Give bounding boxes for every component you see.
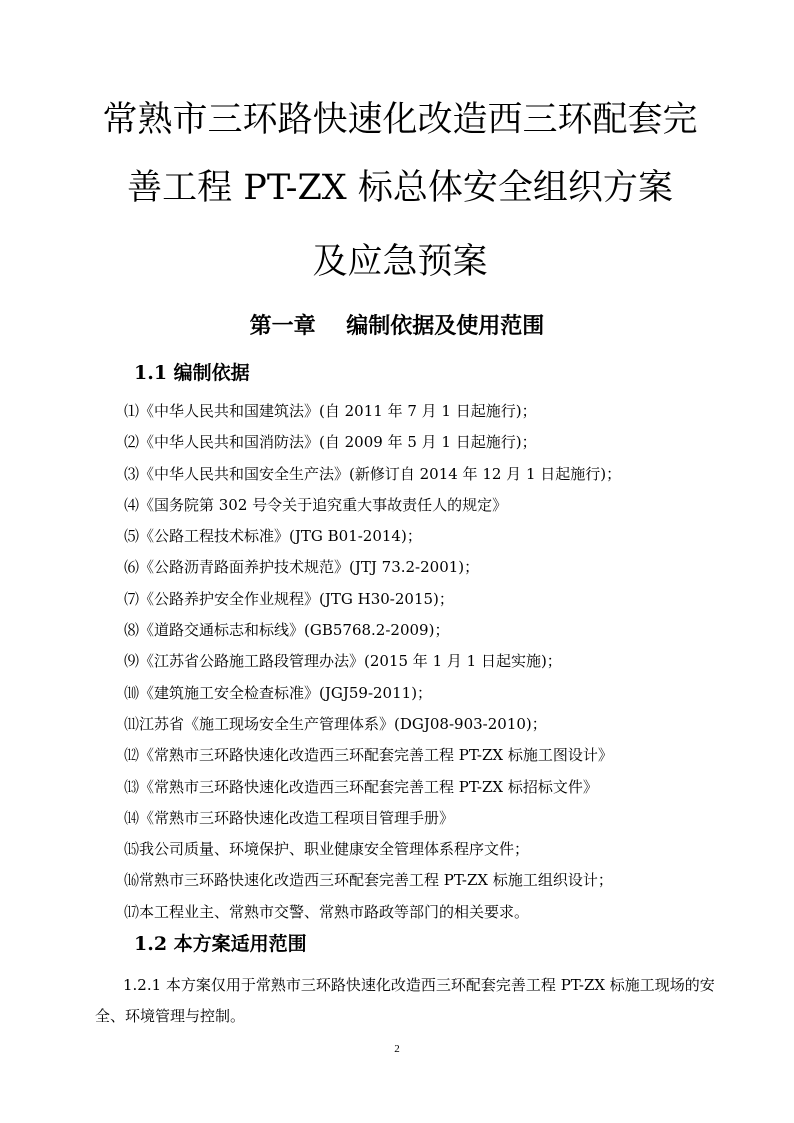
reference-item: ⑻《道路交通标志和标线》(GB5768.2-2009)； xyxy=(124,621,450,640)
document-title-line-1: 常熟市三环路快速化改造西三环配套完 xyxy=(102,100,698,140)
reference-item: ⑺《公路养护安全作业规程》(JTG H30-2015)； xyxy=(124,589,454,608)
reference-item: ⑾江苏省《施工现场安全生产管理体系》(DGJ08-903-2010)； xyxy=(124,714,547,733)
page-number: 2 xyxy=(394,1043,400,1055)
reference-item: ⑸《公路工程技术标准》(JTG B01-2014)； xyxy=(124,527,422,546)
section-heading-1-2: 1.2 本方案适用范围 xyxy=(134,933,307,955)
section-heading-1-1: 1.1 编制依据 xyxy=(134,362,250,384)
reference-item: ⒁《常熟市三环路快速化改造工程项目管理手册》 xyxy=(124,808,455,827)
reference-item: ⑵《中华人民共和国消防法》(自 2009 年 5 月 1 日起施行)； xyxy=(124,433,537,452)
document-title-line-2: 善工程 PT-ZX 标总体安全组织方案 xyxy=(127,168,673,208)
reference-item: ⑽《建筑施工安全检查标准》(JGJ59-2011)； xyxy=(124,683,433,702)
reference-list xyxy=(124,398,621,930)
reference-item: ⑴《中华人民共和国建筑法》(自 2011 年 7 月 1 日起施行)； xyxy=(124,402,537,420)
reference-item: ⑷《国务院第 302 号令关于追究重大事故责任人的规定》 xyxy=(124,495,508,514)
reference-item: ⑹《公路沥青路面养护技术规范》(JTJ 73.2-2001)； xyxy=(124,558,480,577)
reference-item: ⒄本工程业主、常熟市交警、常熟市路政等部门的相关要求。 xyxy=(124,902,530,921)
scope-paragraph: 1.2.1 本方案仅用于常熟市三环路快速化改造西三环配套完善工程 PT-ZX 标施工现场的安全、环境管理与控制。 xyxy=(95,976,715,1025)
reference-item: ⒃常熟市三环路快速化改造西三环配套完善工程 PT-ZX 标施工组织设计； xyxy=(124,871,613,890)
reference-item: ⒀《常熟市三环路快速化改造西三环配套完善工程 PT-ZX 标招标文件》 xyxy=(124,777,598,796)
reference-item: ⑼《江苏省公路施工路段管理办法》(2015 年 1 月 1 日起实施)； xyxy=(124,652,562,671)
reference-item: ⑿《常熟市三环路快速化改造西三环配套完善工程 PT-ZX 标施工图设计》 xyxy=(124,746,613,765)
reference-item: ⑶《中华人民共和国安全生产法》(新修订自 2014 年 12 月 1 日起施行)； xyxy=(124,464,622,483)
document-title-line-3: 及应急预案 xyxy=(312,242,488,282)
reference-item: ⒂我公司质量、环境保护、职业健康安全管理体系程序文件； xyxy=(124,840,530,859)
chapter-heading: 第一章 编制依据及使用范围 xyxy=(249,313,545,339)
